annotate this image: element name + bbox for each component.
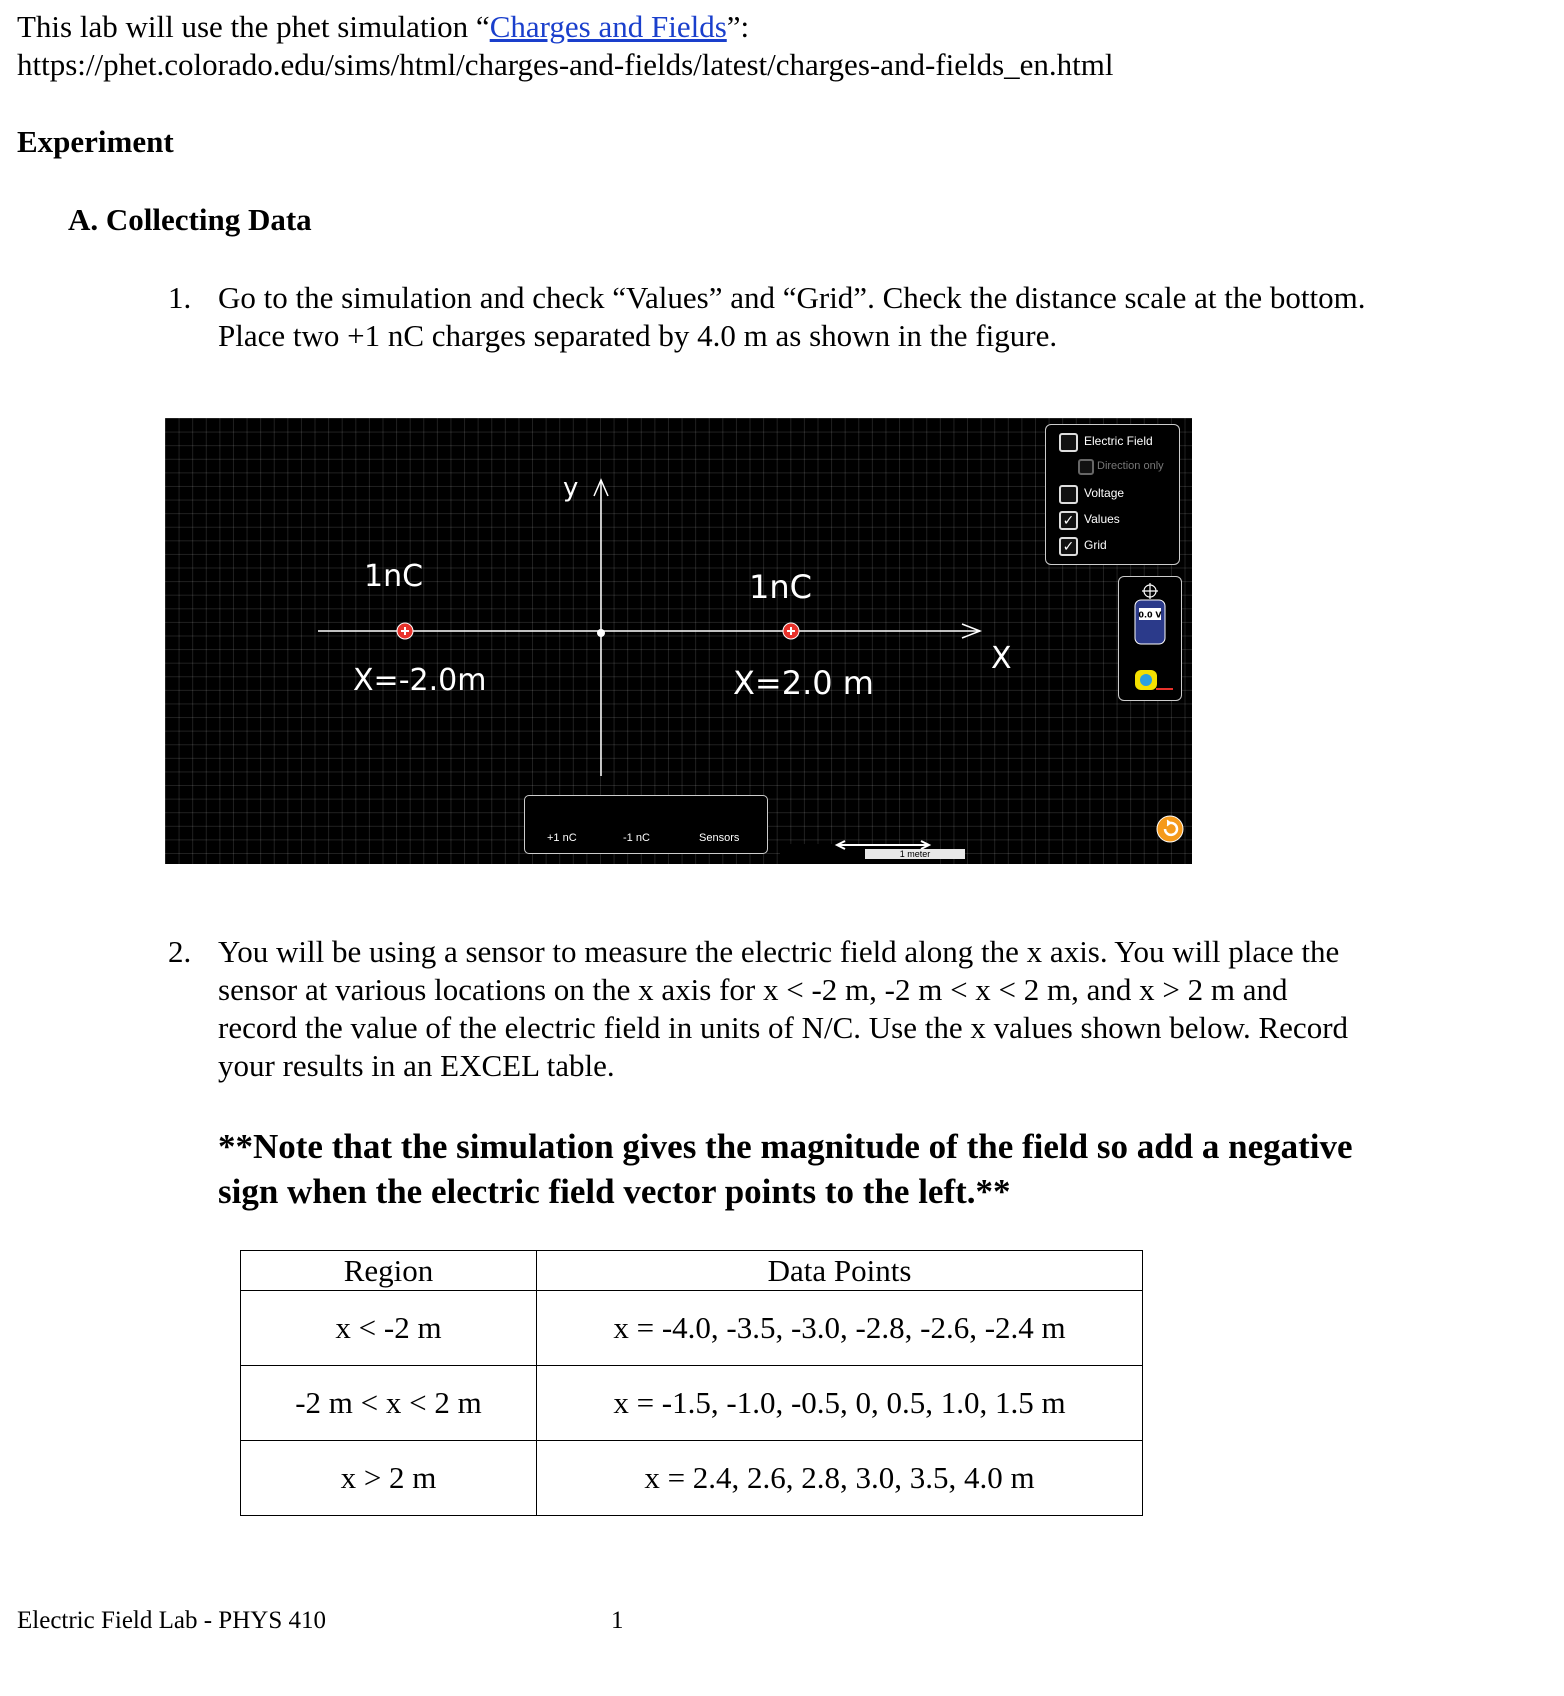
reset-button: [1157, 816, 1183, 842]
step-1: [168, 279, 1368, 355]
simulation-screenshot: [165, 418, 1192, 864]
table-header-region: Region: [241, 1251, 537, 1291]
note: **Note that the simulation gives the magnitude of the field so add a negative sign when the electric field vector points to the left.**: [218, 1127, 1353, 1211]
voltmeter-reading: 0.0 V: [1138, 610, 1162, 620]
y-axis-label: y: [563, 473, 579, 503]
voltage-label: Voltage: [1084, 486, 1125, 500]
voltmeter-icon[interactable]: [1135, 583, 1165, 644]
simulation-url: https://phet.colorado.edu/sims/html/charges-and-fields/latest/charges-and-fields_en.html: [17, 47, 1114, 82]
step-2: [168, 933, 1368, 1085]
tray-positive-label: +1 nC: [547, 832, 577, 844]
values-checkbox[interactable]: ✓: [1059, 511, 1078, 530]
charge-tray: [524, 795, 768, 854]
tray-sensors-label: Sensors: [699, 832, 740, 844]
region-cell: -2 m < x < 2 m: [241, 1366, 537, 1441]
left-positive-charge: [397, 623, 413, 639]
table-row: [241, 1441, 1143, 1516]
values-label: Values: [1084, 512, 1120, 526]
direction-only-checkbox[interactable]: [1078, 459, 1094, 475]
table-header-data-points: Data Points: [537, 1251, 1143, 1291]
control-panel: [1045, 424, 1180, 565]
page-number: 1: [611, 1607, 624, 1634]
tools-panel: [1118, 576, 1182, 701]
grid-checkbox[interactable]: ✓: [1059, 537, 1078, 556]
right-positive-charge: [783, 623, 799, 639]
step-1-number: 1.: [168, 280, 192, 315]
left-charge-label: 1nC: [364, 559, 424, 594]
section-heading: A. Collecting Data: [68, 202, 312, 237]
scale-label: 1 meter: [865, 849, 965, 859]
left-position-label: X=-2.0m: [353, 663, 487, 698]
step-1-text: Go to the simulation and check “Values” and “Grid”. Check the distance scale at the bottom. Place two +1 nC charges separated by 4.0 m as shown in the figure.: [218, 280, 1366, 353]
tray-negative-label: -1 nC: [623, 832, 650, 844]
region-cell: x < -2 m: [241, 1291, 537, 1366]
data-points-cell: x = -4.0, -3.5, -3.0, -2.8, -2.6, -2.4 m: [537, 1291, 1143, 1366]
table-row: [241, 1366, 1143, 1441]
data-points-table: [240, 1250, 1143, 1516]
simulation-link[interactable]: Charges and Fields: [489, 9, 727, 44]
direction-only-label: Direction only: [1097, 460, 1164, 472]
table-row: [241, 1291, 1143, 1366]
grid-label: Grid: [1084, 538, 1107, 552]
experiment-heading: Experiment: [17, 124, 174, 159]
origin-dot: [597, 629, 605, 637]
right-charge-label: 1nC: [749, 568, 812, 606]
voltage-checkbox[interactable]: [1059, 485, 1078, 504]
step-2-number: 2.: [168, 934, 192, 969]
measuring-tape-icon[interactable]: [1135, 670, 1173, 690]
x-axis-label: X: [991, 641, 1012, 676]
handwritten-annotations: [353, 473, 1012, 702]
right-position-label: X=2.0 m: [733, 664, 874, 702]
data-points-cell: x = -1.5, -1.0, -0.5, 0, 0.5, 1.0, 1.5 m: [537, 1366, 1143, 1441]
table-header-row: [241, 1251, 1143, 1291]
step-2-text: You will be using a sensor to measure the electric field along the x axis. You will place the sensor at various locations on the x axis for x < -2 m, -2 m < x < 2 m, and x > 2 m and record the value of the electric field in units of N/C. Use the x values shown below. Record your results in an EXCEL table.: [218, 934, 1349, 1083]
tools-icons: [1119, 577, 1181, 700]
region-cell: x > 2 m: [241, 1441, 537, 1516]
footer-title: Electric Field Lab - PHYS 410: [17, 1607, 326, 1634]
data-points-cell: x = 2.4, 2.6, 2.8, 3.0, 3.5, 4.0 m: [537, 1441, 1143, 1516]
electric-field-checkbox[interactable]: [1059, 433, 1078, 452]
intro-line-1: This lab will use the phet simulation “Charges and Fields”:: [17, 9, 750, 44]
intro: [17, 8, 1114, 84]
electric-field-label: Electric Field: [1084, 434, 1153, 448]
